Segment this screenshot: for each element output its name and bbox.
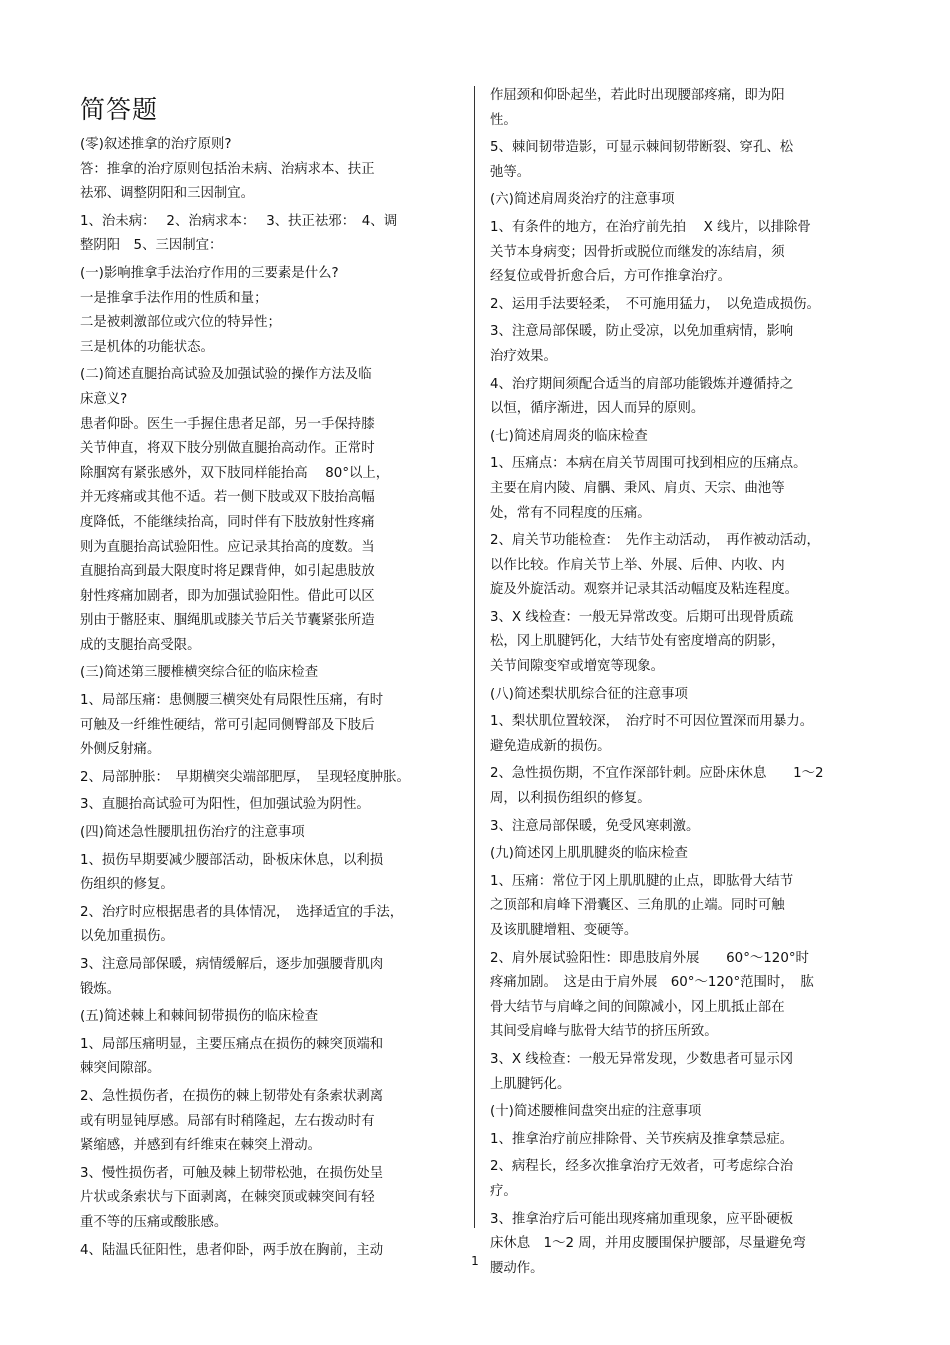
text-line: 祛邪、调整阴阳和三因制宜。 (80, 186, 255, 202)
text-line: 1、压痛点：本病在肩关节周围可找到相应的压痛点。 (490, 456, 807, 472)
text-line: 一是推拿手法作用的性质和量； (80, 290, 268, 306)
text-line: (三)简述第三腰椎横突综合征的临床检查 (80, 665, 319, 681)
text-line: 3、直腿抬高试验可为阳性，但加强试验为阴性。 (80, 797, 370, 813)
text-line: 成的支腿抬高受限。 (80, 637, 201, 653)
text-line: 之顶部和肩峰下滑囊区、三角肌的止端。同时可触 (490, 898, 785, 914)
text-line: 其间受肩峰与肱骨大结节的挤压所致。 (490, 1024, 718, 1040)
text-line: 答：推拿的治疗原则包括治未病、治病求本、扶正 (80, 161, 375, 177)
text-line: 主要在肩内陵、肩髃、秉风、肩贞、天宗、曲池等 (490, 480, 785, 496)
text-line: (二)简述直腿抬高试验及加强试验的操作方法及临 (80, 367, 372, 383)
text-line: 伤组织的修复。 (80, 877, 174, 893)
text-line: 三是机体的功能状态。 (80, 339, 214, 355)
text-line: 直腿抬高到最大限度时将足踝背伸，如引起患肢放 (80, 564, 375, 580)
text-line: (零)叙述推拿的治疗原则? (80, 137, 232, 152)
text-line: 以免加重损伤。 (80, 929, 174, 945)
text-line: 作屈颈和仰卧起坐，若此时出现腰部疼痛，即为阳 (490, 88, 785, 103)
text-line: 1、局部压痛：患侧腰三横突处有局限性压痛，有时 (80, 693, 384, 709)
text-line: 经复位或骨折愈合后，方可作推拿治疗。 (490, 269, 732, 285)
text-line: 2、肩外展试验阳性：即患肢肩外展 60°～120°时 (490, 950, 809, 966)
text-line: 以恒，循序渐进，因人而异的原则。 (490, 401, 705, 417)
text-line: 以作比较。作肩关节上举、外展、后伸、内收、内 (490, 557, 785, 573)
text-line: 2、病程长，经多次推拿治疗无效者，可考虑综合治 (490, 1159, 794, 1175)
text-line: 周，以利损伤组织的修复。 (490, 791, 651, 807)
text-line: 1、有条件的地方，在治疗前先拍 X 线片，以排除骨 (490, 219, 811, 235)
text-line: 处，常有不同程度的压痛。 (490, 505, 651, 521)
text-line: 除腘窝有紧张感外，双下肢同样能抬高 80°以上， (80, 465, 390, 481)
text-line: 度降低，不能继续抬高，同时伴有下肢放射性疼痛 (80, 514, 375, 530)
text-line: 2、运用手法要轻柔， 不可施用猛力， 以免造成损伤。 (490, 296, 820, 312)
text-line: 射性疼痛加剧者，即为加强试验阳性。借此可以区 (80, 588, 375, 604)
text-line: 2、局部肿胀： 早期横突尖端部肥厚， 呈现轻度肿胀。 (80, 769, 410, 785)
text-line: (十)简述腰椎间盘突出症的注意事项 (490, 1104, 702, 1120)
text-line: (六)简述肩周炎治疗的注意事项 (490, 192, 675, 208)
text-line: 1、局部压痛明显，主要压痛点在损伤的棘突顶端和 (80, 1036, 384, 1052)
text-line: 疼痛加剧。 这是由于肩外展 60°～120°范围时， 肱 (490, 975, 814, 991)
text-line: 患者仰卧。医生一手握住患者足部，另一手保持膝 (80, 416, 375, 432)
text-line: 松，冈上肌腱钙化，大结节处有密度增高的阴影， (490, 634, 785, 650)
text-line: 或有明显钝厚感。局部有时稍隆起，左右拨动时有 (80, 1113, 375, 1129)
text-line: 性。 (490, 112, 517, 128)
text-line: 3、注意局部保暖，免受风寒刺激。 (490, 818, 700, 834)
text-line: 疗。 (490, 1183, 517, 1199)
text-line: 整阴阳 5、三因制宜： (80, 238, 223, 254)
text-line: 弛等。 (490, 164, 531, 180)
text-line: 外侧反射痛。 (80, 742, 161, 758)
text-line: 二是被刺激部位或穴位的特异性； (80, 315, 281, 331)
text-line: 关节本身病变；因骨折或脱位而继发的冻结肩，须 (490, 244, 785, 260)
text-line: 3、慢性损伤者，可触及棘上韧带松弛，在损伤处呈 (80, 1165, 384, 1181)
text-line: 1、损伤早期要减少腰部活动，卧板床休息，以利损 (80, 852, 384, 868)
text-line: 片状或条索状与下面剥离，在棘突顶或棘突间有轻 (80, 1190, 375, 1206)
text-line: 4、治疗期间须配合适当的肩部功能锻炼并遵循持之 (490, 376, 794, 392)
text-line: 旋及外旋活动。观察并记录其活动幅度及粘连程度。 (490, 582, 798, 598)
text-line: 腰动作。 (490, 1260, 544, 1276)
text-line: 3、X 线检查：一般无异常发现，少数患者可显示冈 (490, 1051, 794, 1067)
text-line: 1、治未病： 2、治病求本： 3、扶正祛邪： 4、调 (80, 213, 398, 229)
text-line: 则为直腿抬高试验阳性。应记录其抬高的度数。当 (80, 539, 375, 555)
text-line: 可触及一纤维性硬结，常可引起同侧臀部及下肢后 (80, 717, 375, 733)
text-line: (四)简述急性腰肌扭伤治疗的注意事项 (80, 825, 305, 841)
text-line: 5、棘间韧带造影，可显示棘间韧带断裂、穿孔、松 (490, 140, 794, 156)
text-line: 上肌腱钙化。 (490, 1076, 571, 1092)
page-title: 简答题 (80, 95, 159, 124)
text-line: 3、X 线检查：一般无异常改变。后期可出现骨质疏 (490, 609, 794, 625)
text-line: (九)简述冈上肌肌腱炎的临床检查 (490, 846, 688, 862)
text-line: 2、治疗时应根据患者的具体情况， 选择适宜的手法， (80, 904, 404, 920)
text-line: 3、注意局部保暖，病情缓解后，逐步加强腰背肌肉 (80, 957, 384, 972)
text-line: 床意义? (80, 391, 128, 407)
text-line: (一)影响推拿手法治疗作用的三要素是什么? (80, 265, 339, 281)
text-line: 2、急性损伤者，在损伤的棘上韧带处有条索状剥离 (80, 1088, 384, 1104)
text-line: (五)简述棘上和棘间韧带损伤的临床检查 (80, 1009, 319, 1025)
text-line: 3、注意局部保暖，防止受凉，以免加重病情，影响 (490, 324, 794, 340)
text-line: 2、肩关节功能检查： 先作主动活动， 再作被动活动， (490, 533, 820, 549)
text-line: 紧缩感，并感到有纤维束在棘突上滑动。 (80, 1138, 322, 1154)
page-number: 1 (471, 1254, 479, 1268)
text-line: 1、梨状肌位置较深， 治疗时不可因位置深而用暴力。 (490, 714, 814, 730)
left-column (80, 133, 458, 1263)
text-line: 床休息 1～2 周，并用皮腰围保护腰部，尽量避免弯 (490, 1236, 806, 1252)
text-line: (七)简述肩周炎的临床检查 (490, 428, 648, 444)
column-divider (474, 86, 475, 1228)
text-line: 及该肌腱增粗、变硬等。 (490, 923, 638, 938)
text-line: 3、推拿治疗后可能出现疼痛加重现象，应平卧硬板 (490, 1211, 794, 1227)
text-line: 别由于髂胫束、腘绳肌或膝关节后关节囊紧张所造 (80, 613, 375, 629)
text-line: (八)简述梨状肌综合征的注意事项 (490, 686, 688, 702)
text-line: 关节间隙变窄或增宽等现象。 (490, 659, 665, 675)
text-line: 骨大结节与肩峰之间的间隙减小，冈上肌抵止部在 (490, 999, 785, 1015)
text-line: 并无疼痛或其他不适。若一侧下肢或双下肢抬高幅 (80, 490, 375, 506)
text-line: 4、陆温氏征阳性，患者仰卧，两手放在胸前，主动 (80, 1242, 384, 1258)
text-line: 1、压痛：常位于冈上肌肌腱的止点，即肱骨大结节 (490, 873, 794, 889)
text-line: 2、急性损伤期，不宜作深部针刺。应卧床休息 1～2 (490, 766, 824, 782)
text-line: 棘突间隙部。 (80, 1061, 161, 1077)
text-line: 关节伸直，将双下肢分别做直腿抬高动作。正常时 (80, 441, 375, 457)
text-line: 重不等的压痛或酸胀感。 (80, 1214, 228, 1230)
text-line: 1、推拿治疗前应排除骨、关节疾病及推拿禁忌症。 (490, 1131, 794, 1147)
text-line: 避免造成新的损伤。 (490, 738, 611, 754)
text-line: 锻炼。 (80, 981, 121, 997)
text-line: 治疗效果。 (490, 348, 557, 364)
right-column (490, 84, 882, 1281)
